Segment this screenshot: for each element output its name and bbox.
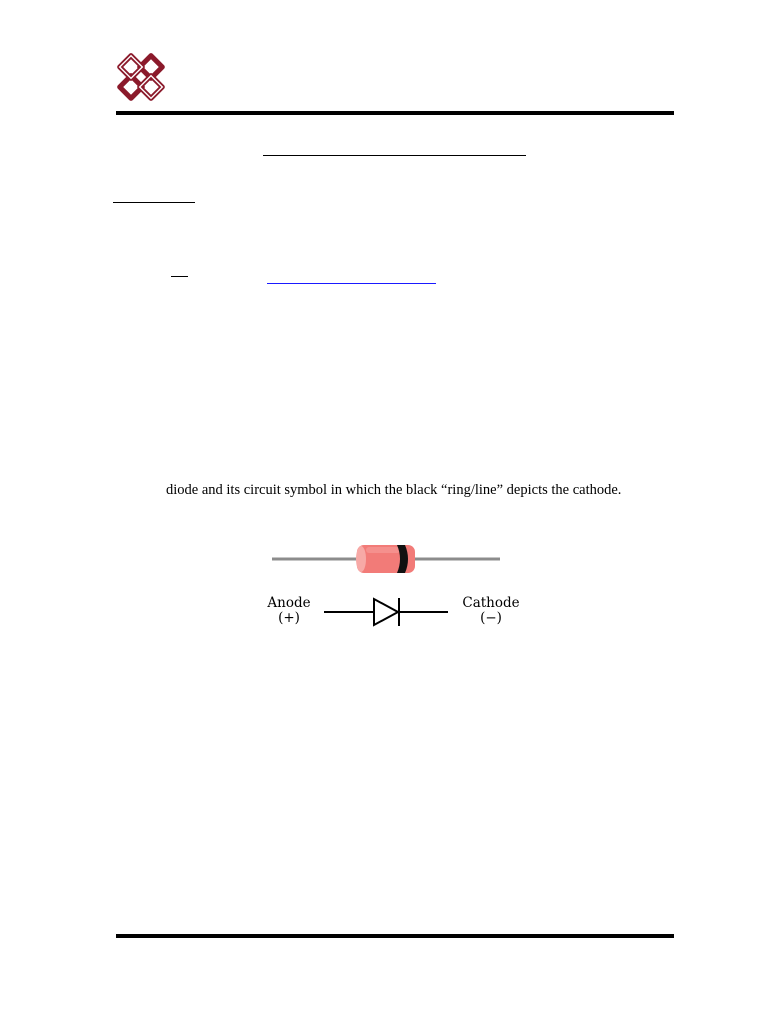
anode-text: Anode [267,595,311,611]
diode-figure [258,538,538,638]
symbol-triangle [374,599,398,625]
figure-caption: diode and its circuit symbol in which the black “ring/line” depicts the cathode. [166,482,622,498]
hyperlink-underline[interactable] [267,283,436,284]
diode-body-end [356,546,366,572]
footer-rule [116,934,674,938]
cathode-label [458,596,524,626]
diode-body-highlight [366,547,400,553]
cathode-sign: (−) [480,610,502,626]
university-logo-icon [114,50,168,104]
section-heading-underline [113,202,195,203]
title-underline [263,155,526,156]
short-underline [171,276,188,277]
header-rule [116,111,674,115]
cathode-text: Cathode [462,595,520,611]
anode-label [264,596,314,626]
anode-sign: (+) [278,610,300,626]
